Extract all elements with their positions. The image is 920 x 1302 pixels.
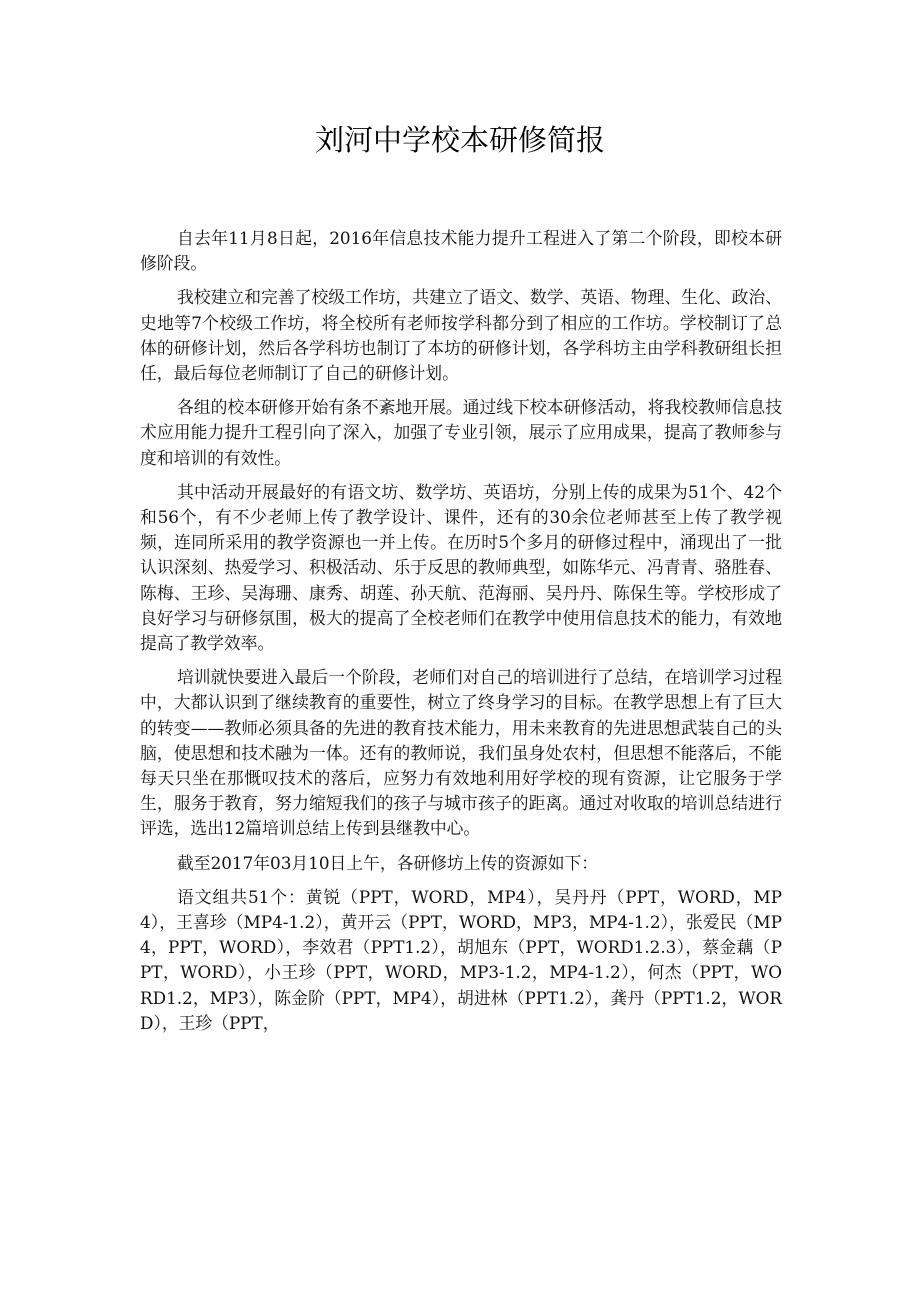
paragraph-resources-intro: 截至2017年03月10日上午，各研修坊上传的资源如下：	[177, 852, 599, 873]
paragraph-intro: 自去年11月8日起，2016年信息技术能力提升工程进入了第二个阶段，即校本研修阶段。	[140, 228, 782, 274]
paragraph-workshops: 我校建立和完善了校级工作坊，共建立了语文、数学、英语、物理、生化、政治、史地等7个校级工作坊，将全校所有老师按学科都分到了相应的工作坊。学校制订了总体的研修计划，然后各学科坊也制订了本坊的研修计划，各学科坊主由学科教研组长担任，最后每位老师制订了自己的研修计划。	[140, 287, 782, 384]
paragraph-chinese-group: 语文组共51个：黄锐（PPT，WORD，MP4），吴丹丹（PPT，WORD，MP4），王喜珍（MP4-1.2），黄开云（PPT，WORD，MP3，MP4-1.2），张爱民（MP4，PPT，WORD），李效君（PPT1.2），胡旭东（PPT，WORD1.2.3），蔡金藕（PPT，WORD），小王珍（PPT，WORD，MP3-1.2，MP4-1.2），何杰（PPT，WORD1.2，MP3），陈金阶（PPT，MP4），胡进林（PPT1.2），龚丹（PPT1.2，WORD），王珍（PPT，	[140, 886, 782, 1033]
paragraph-summary: 培训就快要进入最后一个阶段，老师们对自己的培训进行了总结，在培训学习过程中，大都认识到了继续教育的重要性，树立了终身学习的目标。在教学思想上有了巨大的转变——教师必须具备的先进的教育技术能力，用未来教育的先进思想武装自己的头脑，使思想和技术融为一体。还有的教师说，我们虽身处农村，但思想不能落后，不能每天只坐在那慨叹技术的落后，应努力有效地利用好学校的现有资源，让它服务于学生，服务于教育，努力缩短我们的孩子与城市孩子的距离。通过对收取的培训总结进行评选，选出12篇培训总结上传到县继教中心。	[140, 667, 782, 839]
paragraph-results: 其中活动开展最好的有语文坊、数学坊、英语坊，分别上传的成果为51个、42个和56个，有不少老师上传了教学设计、课件，还有的30余位老师甚至上传了教学视频，连同所采用的教学资源也一并上传。在历时5个多月的研修过程中，涌现出了一批认识深刻、热爱学习、积极活动、乐于反思的教师典型，如陈华元、冯青青、骆胜春、陈梅、王珍、吴海珊、康秀、胡莲、孙天航、范海丽、吴丹丹、陈保生等。学校形成了良好学习与研修氛围，极大的提高了全校老师们在教学中使用信息技术的能力，有效地提高了教学效率。	[140, 481, 782, 654]
document-title: 刘河中学校本研修简报	[314, 123, 605, 157]
paragraph-activities: 各组的校本研修开始有条不紊地开展。通过线下校本研修活动，将我校教师信息技术应用能力提升工程引向了深入，加强了专业引领，展示了应用成果，提高了教师参与度和培训的有效性。	[140, 397, 782, 468]
document-body	[140, 226, 782, 1045]
